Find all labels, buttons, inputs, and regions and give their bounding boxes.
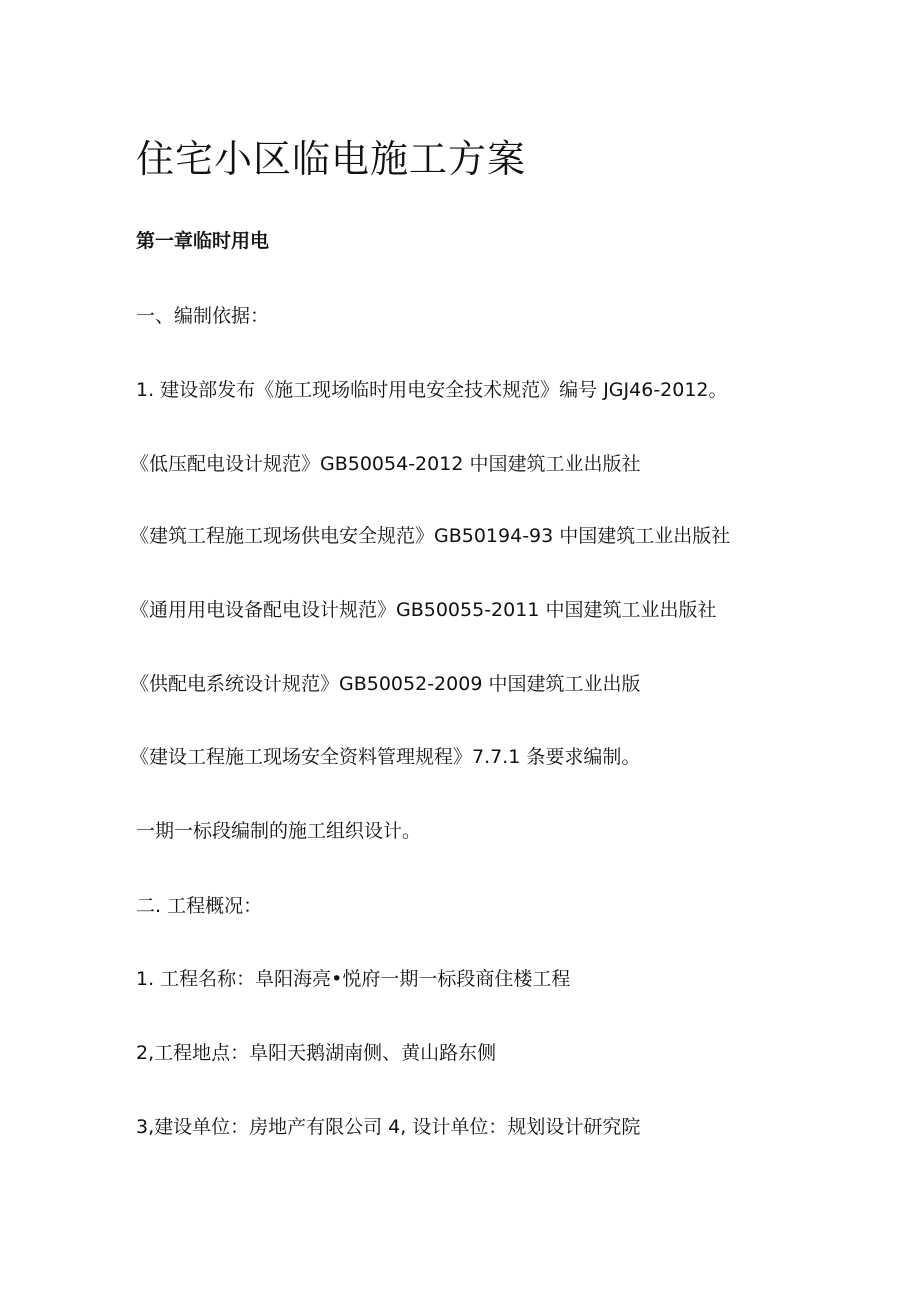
chapter-heading: 第一章临时用电 (136, 230, 270, 252)
overview-item: 1. 工程名称：阜阳海亮•悦府一期一标段商住楼工程 (136, 968, 571, 990)
basis-item: 《通用用电设备配电设计规范》GB50055-2011 中国建筑工业出版社 (130, 599, 717, 621)
basis-item: 1. 建设部发布《施工现场临时用电安全技术规范》编号 JGJ46-2012。 (136, 379, 728, 401)
basis-item: 《建设工程施工现场安全资料管理规程》7.7.1 条要求编制。 (130, 746, 641, 768)
basis-item: 《低压配电设计规范》GB50054-2012 中国建筑工业出版社 (130, 453, 641, 475)
basis-item: 《建筑工程施工现场供电安全规范》GB50194-93 中国建筑工业出版社 (130, 525, 731, 547)
basis-item: 《供配电系统设计规范》GB50052-2009 中国建筑工业出版 (130, 673, 641, 695)
section-heading-overview: 二. 工程概况： (136, 895, 263, 917)
section-heading-basis: 一、编制依据： (136, 305, 270, 327)
basis-item: 一期一标段编制的施工组织设计。 (136, 820, 422, 842)
document-title: 住宅小区临电施工方案 (136, 137, 527, 181)
overview-item: 2,工程地点：阜阳天鹅湖南侧、黄山路东侧 (136, 1042, 497, 1064)
overview-item: 3,建设单位：房地产有限公司 4, 设计单位：规划设计研究院 (136, 1116, 641, 1138)
